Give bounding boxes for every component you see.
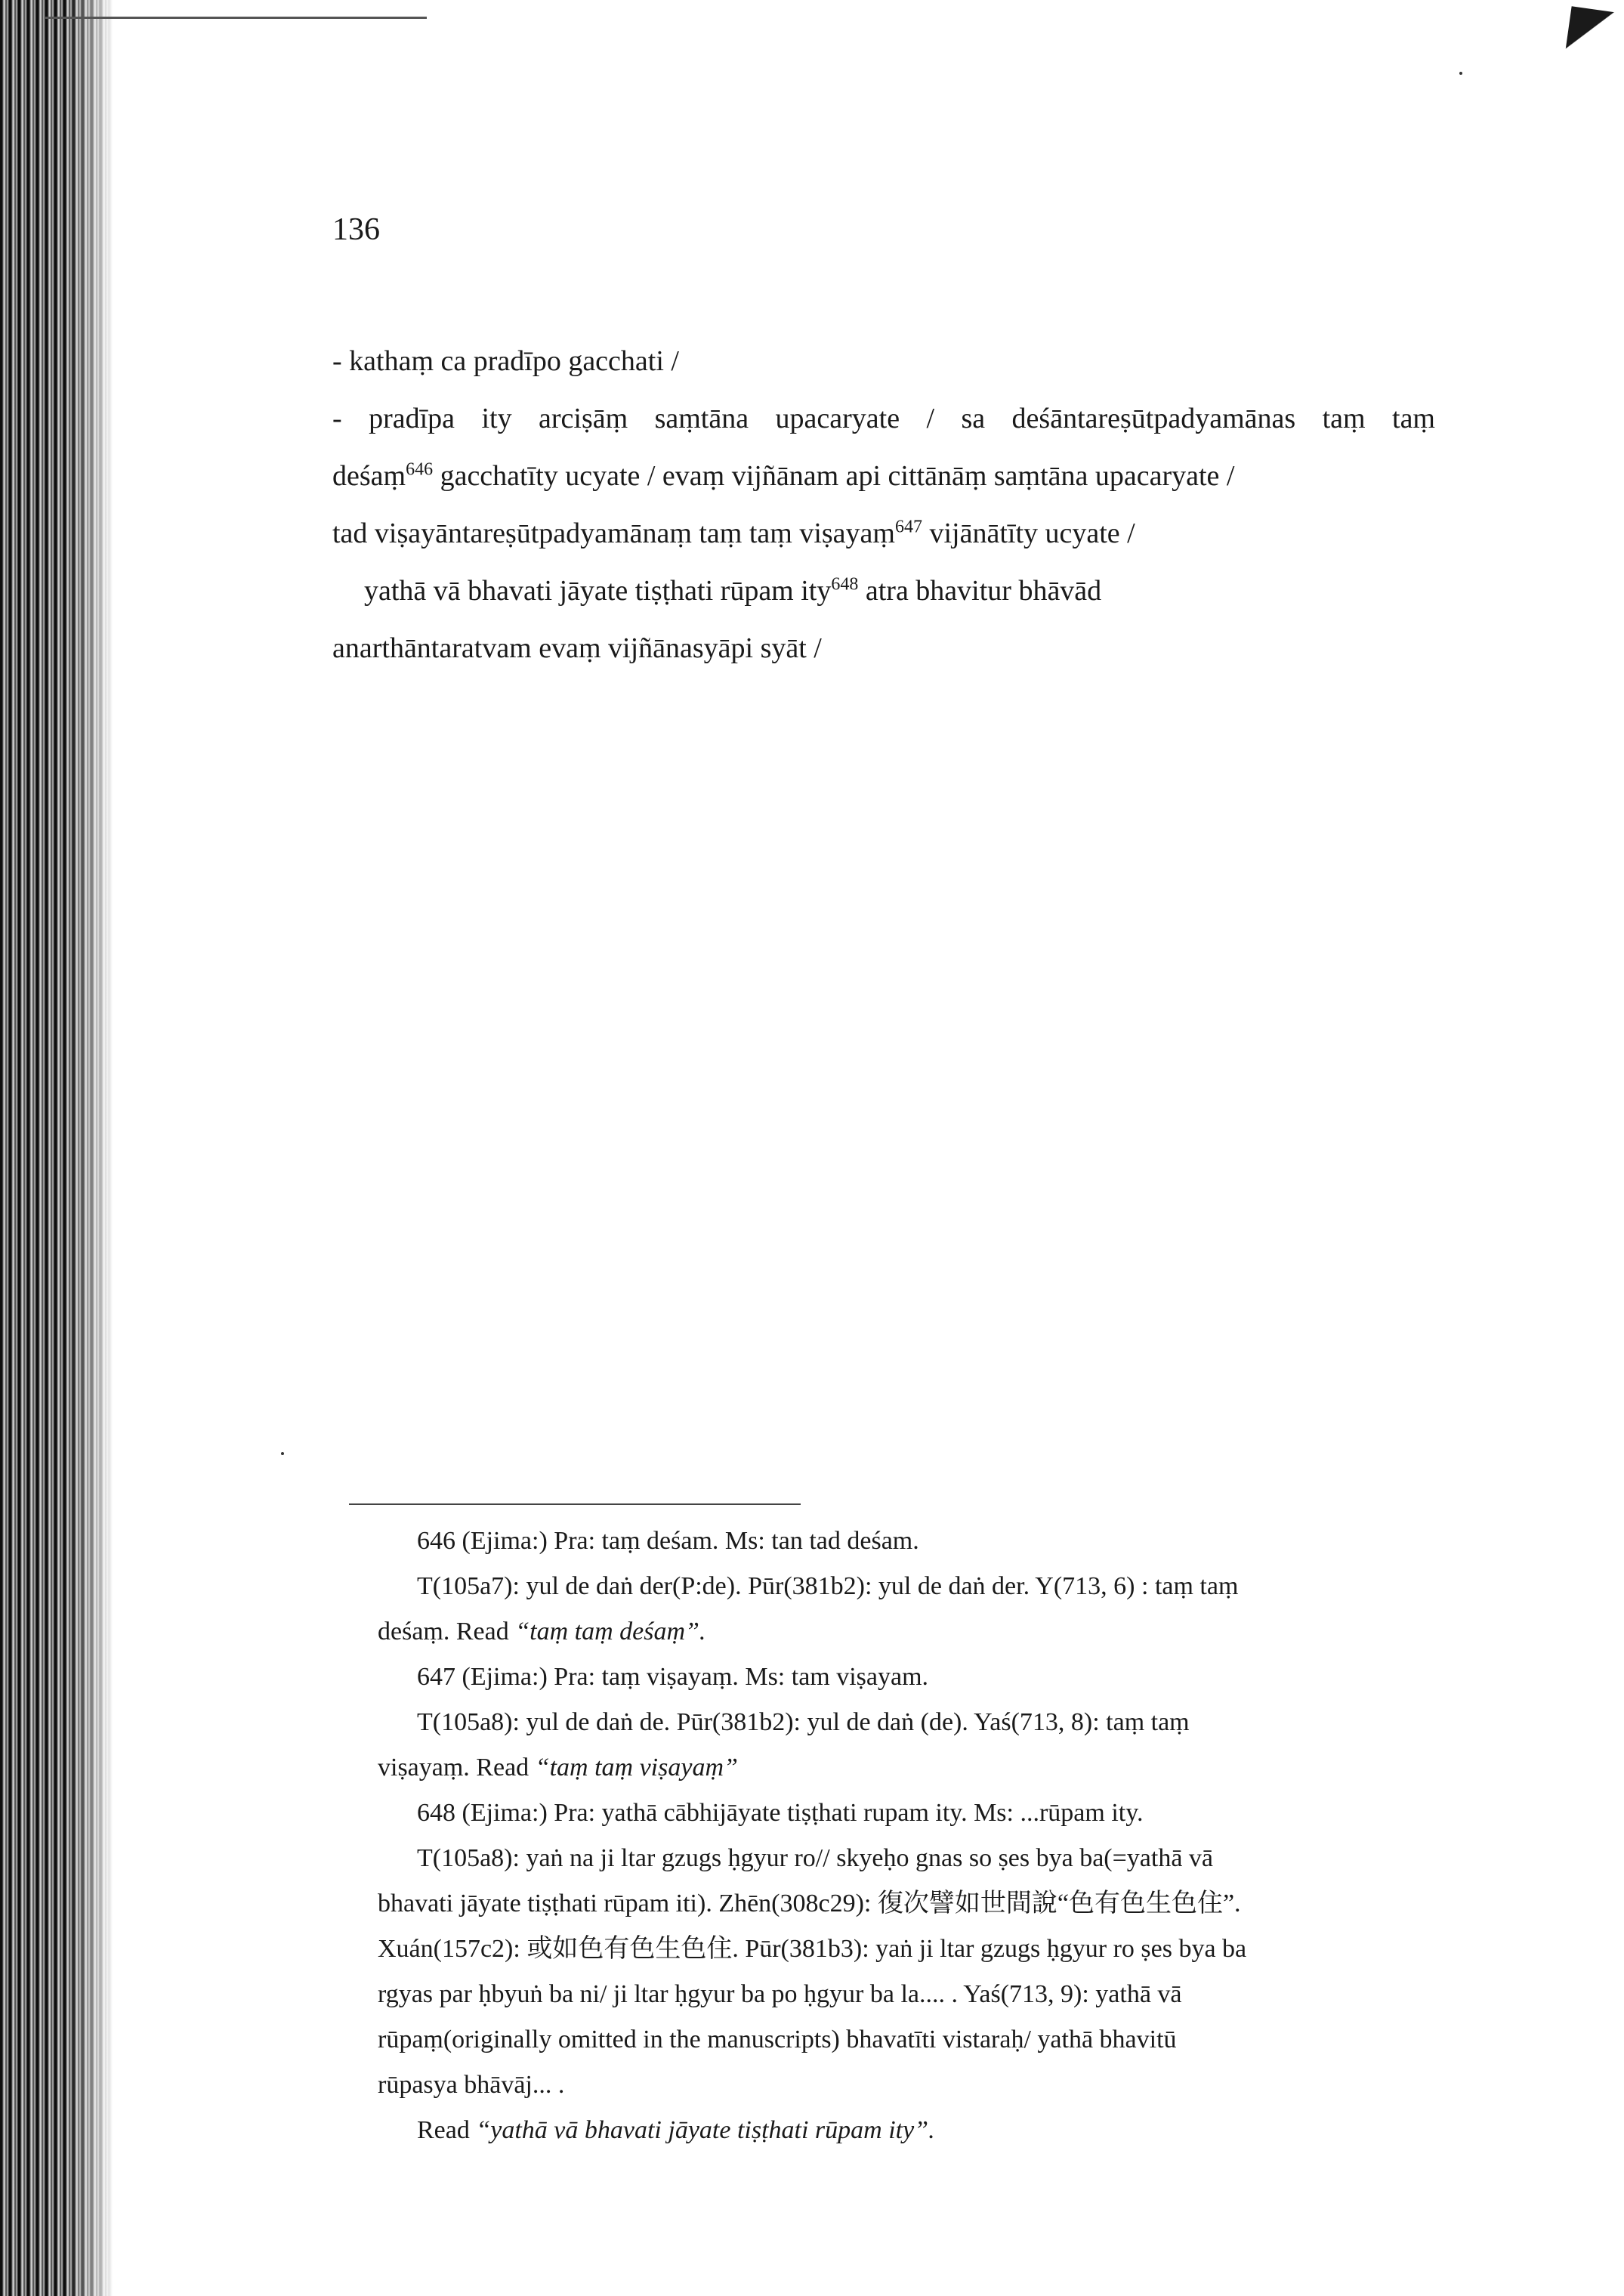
- stray-dot: [281, 1452, 284, 1455]
- top-edge-rule: [45, 17, 427, 19]
- footnotes: [378, 1519, 1420, 2153]
- footnote-648-line-6: rūpaṃ(originally omitted in the manuscripts) bhavatīti vistaraḥ/ yathā bhavitū: [378, 2026, 1177, 2053]
- book-binding-edge: [0, 0, 113, 2296]
- footnote-648-line-8: Read “yathā vā bhavati jāyate tiṣṭhati rūpam ity”.: [417, 2116, 935, 2144]
- footnote-647-line-2: T(105a8): yul de daṅ de. Pūr(381b2): yul de daṅ (de). Yaś(713, 8): taṃ taṃ: [417, 1708, 1190, 1736]
- main-text: [332, 332, 1435, 677]
- footnote-ref-646[interactable]: 646: [406, 459, 434, 480]
- footnote-646-line-3: deśaṃ. Read “taṃ taṃ deśaṃ”.: [378, 1618, 706, 1646]
- footnote-ref-647[interactable]: 647: [894, 517, 922, 537]
- text-line-5: yathā vā bhavati jāyate tiṣṭhati rūpam ity$^{648}$ atra bhavitur bhāvād: [364, 574, 1102, 607]
- page-number: 136: [332, 212, 380, 247]
- footnote-648-line-2: T(105a8): yaṅ na ji ltar gzugs ḥgyur ro// skyeḥo gnas so ṣes bya ba(=yathā vā: [417, 1844, 1214, 1872]
- footnote-646-line-1: 646 (Ejima:) Pra: taṃ deśam. Ms: tan tad deśam.: [417, 1527, 919, 1555]
- footnote-648-line-1: 648 (Ejima:) Pra: yathā cābhijāyate tiṣṭhati rupam ity. Ms: ...rūpam ity.: [417, 1799, 1144, 1827]
- footnote-647-line-3: viṣayaṃ. Read “taṃ taṃ viṣayaṃ”: [378, 1754, 738, 1781]
- footnote-648-line-5: rgyas par ḥbyuṅ ba ni/ ji ltar ḥgyur ba po ḥgyur ba la.... . Yaś(713, 9): yathā vā: [378, 1980, 1182, 2008]
- footnote-648-line-4: Xuán(157c2): 或如色有色生色住. Pūr(381b3): yaṅ ji ltar gzugs ḥgyur ro ṣes bya ba: [378, 1935, 1247, 1963]
- text-line-1: - kathaṃ ca pradīpo gacchati /: [332, 345, 679, 377]
- footnote-separator: [349, 1503, 801, 1505]
- footnote-648-line-7: rūpasya bhāvāj... .: [378, 2071, 565, 2099]
- corner-scan-mark: [1564, 6, 1624, 66]
- footnote-647-line-1: 647 (Ejima:) Pra: taṃ viṣayaṃ. Ms: tam viṣayam.: [417, 1663, 929, 1691]
- text-line-6: anarthāntaratvam evaṃ vijñānasyāpi syāt /: [332, 632, 822, 664]
- text-line-4: tad viṣayāntareṣūtpadyamānaṃ taṃ taṃ viṣayaṃ$^{647}$ vijānātīty ucyate /: [332, 517, 1135, 549]
- footnote-648-line-3: bhavati jāyate tiṣṭhati rūpam iti). Zhēn(308c29): 復次譬如世間說“色有色生色住”.: [378, 1890, 1241, 1917]
- footnote-ref-648[interactable]: 648: [831, 574, 859, 595]
- footnote-646-line-2: T(105a7): yul de daṅ der(P:de). Pūr(381b2): yul de daṅ der. Y(713, 6) : taṃ taṃ: [417, 1572, 1239, 1600]
- text-line-2: - pradīpa ity arciṣāṃ saṃtāna upacaryate / sa deśāntareṣūtpadyamānas taṃ taṃ: [332, 403, 1435, 434]
- text-line-3: deśaṃ$^{646}$ gacchatīty ucyate / evaṃ vijñānam api cittānāṃ saṃtāna upacaryate /: [332, 459, 1235, 492]
- stray-dot: [1459, 72, 1462, 75]
